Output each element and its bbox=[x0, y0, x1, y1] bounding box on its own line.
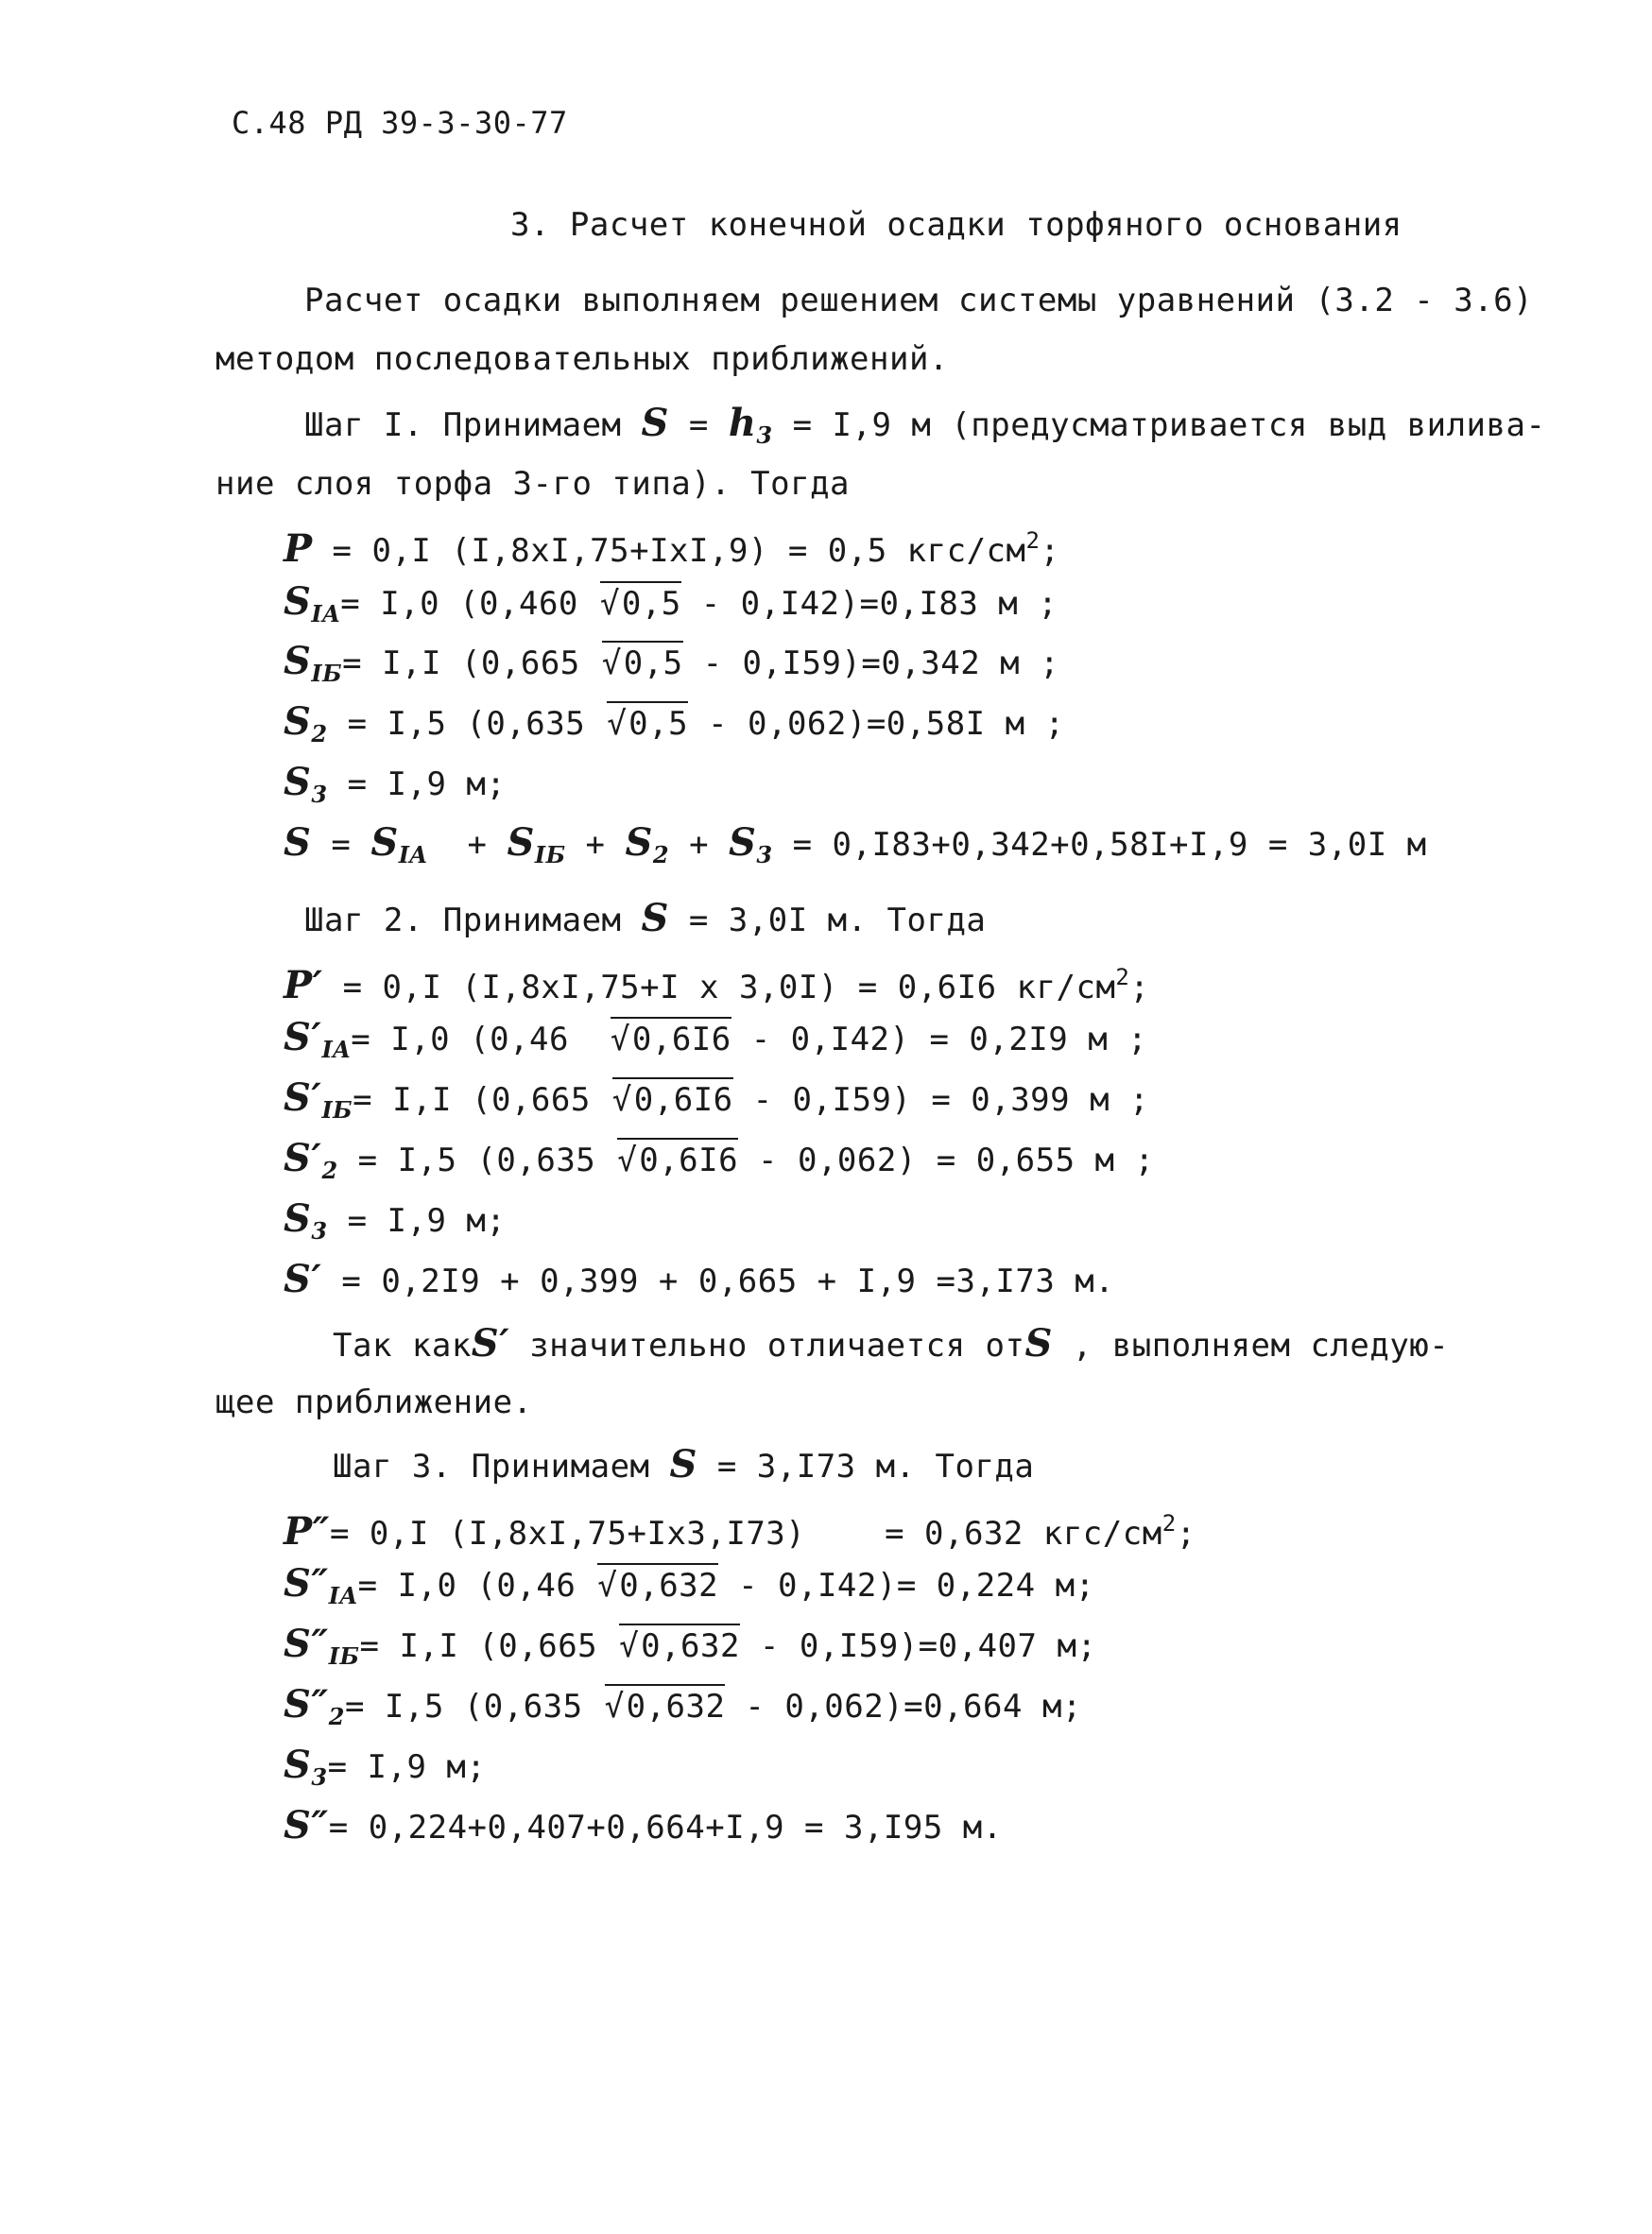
step1-sum: $S = S_{IA} + S_{IБ} + S_2 + S_3 = 0,I83+0,342+0,58I+I,9 = 3,0I$ м bbox=[284, 820, 1427, 868]
step2-pressure: P′ = 0,I (I,8xI,75+I x 3,0I) = 0,6I6 $кг/см^2$; bbox=[284, 963, 1150, 1007]
step3-s2: $S''_2= I,5$ (0,635 √ 0,632 - 0,062)=0,664 м; bbox=[284, 1684, 1082, 1738]
step3-s3: $S_3= I,9$ м; bbox=[284, 1743, 487, 1791]
step3-s1a: $S''_{IA}= I,0$ (0,46 √ 0,632 - 0,I42)= 0,224 м; bbox=[284, 1563, 1095, 1617]
intro-line-1: Расчет осадки выполняем решением системы уравнений (3.2 - 3.6) bbox=[304, 282, 1534, 319]
step2-sum: S′ = 0,2I9 + 0,399 + 0,665 + I,9 =3,I73 м. bbox=[284, 1257, 1115, 1301]
section-title: 3. Расчет конечной осадки торфяного основания bbox=[510, 206, 1402, 244]
step2-s3: $S_3 = I,9$ м; bbox=[284, 1196, 507, 1245]
step1-s3: $S_3 = I,9$ м; bbox=[284, 760, 507, 808]
step3-pressure: P″= 0,I (I,8xI,75+Ix3,I73) = 0,632 кгс/$см^2$; bbox=[284, 1509, 1196, 1554]
step3-s1b: $S''_{IБ}= I,I$ (0,665 √ 0,632 - 0,I59)=0,407 м; bbox=[284, 1624, 1096, 1677]
note-line-2: щее приближение. bbox=[215, 1383, 533, 1421]
step2-s2: $S'_2 = I,5$ (0,635 √ 0,6I6 - 0,062) = 0,655 м ; bbox=[284, 1138, 1154, 1192]
step1-s2: $S_2 = I,5$ (0,635 √ 0,5 - 0,062)=0,58I м ; bbox=[284, 701, 1065, 755]
step1-s1a: $S_{IA}= I,0$ (0,460 √ 0,5 - 0,I42)=0,I83 м ; bbox=[284, 581, 1058, 635]
intro-line-2: методом последовательных приближений. bbox=[215, 340, 949, 378]
note-line-1: Так какS′ значительно отличается отS , выполняем следую- bbox=[333, 1321, 1450, 1366]
step1-line-2: ние слоя торфа 3-го типа). Тогда bbox=[215, 465, 851, 503]
step1-pressure: P = 0,I (I,8xI,75+IxI,9) = 0,5 кгс/$см^2$; bbox=[284, 526, 1060, 571]
step1-s1b: $S_{IБ}= I,I$ (0,665 √ 0,5 - 0,I59)=0,342 м ; bbox=[284, 641, 1059, 695]
step3-sum: S″= 0,224+0,407+0,664+I,9 = 3,I95 м. bbox=[284, 1803, 1003, 1847]
step1-heading: Шаг I. Принимаем $S = h_3 = I,9$ м (предусматривается выд вилива- bbox=[304, 401, 1546, 449]
step2-s1a: $S'_{IA}= I,0$ (0,46 √ 0,6I6 - 0,I42) = 0,2I9 м ; bbox=[284, 1017, 1147, 1071]
step2-heading: Шаг 2. Принимаем S = 3,0I м. Тогда bbox=[304, 896, 987, 940]
page-header: С.48 РД 39-3-30-77 bbox=[232, 105, 568, 141]
step2-s1b: $S'_{IБ}= I,I$ (0,665 √ 0,6I6 - 0,I59) = 0,399 м ; bbox=[284, 1077, 1149, 1131]
step3-heading: Шаг 3. Принимаем S = 3,I73 м. Тогда bbox=[333, 1442, 1035, 1486]
